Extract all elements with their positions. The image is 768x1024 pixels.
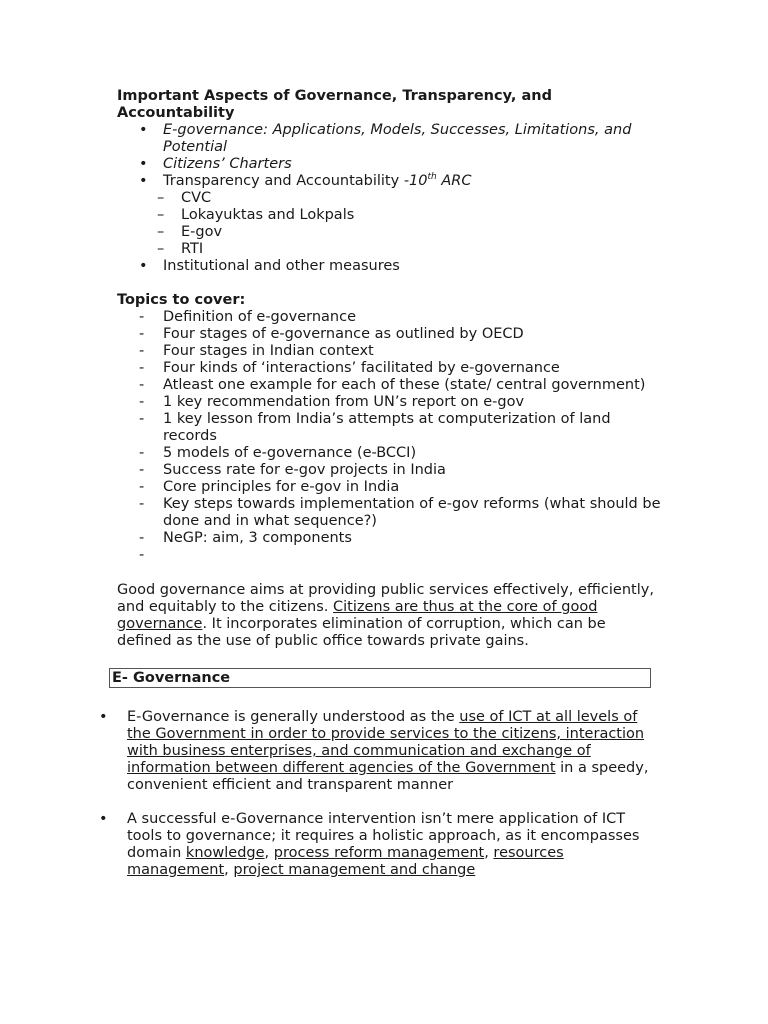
governance-paragraph: [117, 582, 662, 650]
hyphen-marker: -: [139, 326, 145, 342]
topic-text: [163, 547, 662, 564]
topic-text: Key steps towards implementation of e-gov reforms (what should be done and in what sequence?): [163, 496, 661, 529]
document-content: [99, 88, 662, 879]
bullet-marker: •: [139, 122, 148, 138]
topic-text: 5 models of e-governance (e-BCCI): [163, 445, 417, 461]
aspect-prefix: Transparency and Accountability: [163, 173, 404, 189]
topics-list: [117, 309, 662, 564]
egov-bullet: [99, 709, 649, 794]
section-heading-box: [109, 668, 651, 688]
bullet-text: A successful e-Governance intervention isn’t mere application of ICT tools to governance; it requires a holistic approach, as it encompasses domain: [127, 811, 640, 861]
bullet-underlined-text: project management and change: [233, 862, 476, 878]
topics-heading: Topics to cover:: [117, 292, 246, 308]
paragraph-text: . It incorporates elimination of corruption, which can be defined as the use of public office towards private gains.: [117, 616, 606, 649]
aspect-text: E-governance: Applications, Models, Successes, Limitations, and Potential: [163, 122, 632, 155]
aspect-item: [117, 156, 662, 173]
topic-item: [117, 547, 662, 564]
bullet-underlined-text: knowledge: [185, 845, 265, 861]
hyphen-marker: -: [139, 530, 145, 546]
hyphen-marker: -: [139, 377, 145, 393]
hyphen-marker: -: [139, 309, 145, 325]
aspect-item: [117, 122, 662, 156]
bullet-marker: •: [99, 811, 108, 827]
topic-item: [117, 360, 662, 377]
topic-text: Core principles for e-gov in India: [163, 479, 400, 495]
topic-item: [117, 530, 662, 547]
sub-item: [117, 241, 662, 258]
topic-text: NeGP: aim, 3 components: [163, 530, 352, 546]
bullet-marker: •: [139, 258, 148, 274]
egov-bullets: [99, 709, 649, 879]
egov-bullet-text: [127, 709, 649, 794]
hyphen-marker: -: [139, 394, 145, 410]
hyphen-marker: -: [139, 411, 145, 427]
sub-item-text: E-gov: [181, 224, 223, 240]
paragraph-underlined-text: Citizens are thus at the core of good governance: [117, 599, 598, 632]
dash-marker: –: [157, 224, 165, 240]
bullet-underlined-text: process reform management: [273, 845, 485, 861]
bullet-marker: •: [99, 709, 108, 725]
hyphen-marker: -: [139, 360, 145, 376]
sub-item-text: Lokayuktas and Lokpals: [181, 207, 355, 223]
sub-item-text: RTI: [181, 241, 204, 257]
arc-superscript: th: [427, 172, 437, 183]
sub-item-text: CVC: [181, 190, 212, 206]
hyphen-marker: -: [139, 547, 145, 563]
aspect-item: [117, 258, 662, 275]
sub-item: [117, 207, 662, 224]
bullet-marker: •: [139, 156, 148, 172]
topic-item: [117, 479, 662, 496]
topic-item: [117, 343, 662, 360]
arc-number: -10: [403, 173, 428, 189]
paragraph-text: Good governance aims at providing public services effectively, efficiently, and equitably to the citizens.: [117, 582, 654, 615]
hyphen-marker: -: [139, 479, 145, 495]
aspect-item: [117, 173, 662, 190]
topic-item: [117, 377, 662, 394]
bullet-text: in a speedy, convenient efficient and transparent manner: [127, 760, 649, 793]
topic-text: Four stages in Indian context: [163, 343, 374, 359]
hyphen-marker: -: [139, 462, 145, 478]
sub-item: [117, 224, 662, 241]
hyphen-marker: -: [139, 445, 145, 461]
topic-item: [117, 411, 662, 445]
bullet-underlined-text: resources management: [127, 845, 564, 878]
aspect-text: Citizens’ Charters: [163, 156, 292, 172]
bullet-text: ,: [484, 845, 494, 861]
egov-bullet-text: [127, 811, 649, 879]
bullet-text: ,: [264, 845, 274, 861]
topic-text: Atleast one example for each of these (state/ central government): [163, 377, 646, 393]
egov-bullet: [99, 811, 649, 879]
topic-text: Definition of e-governance: [163, 309, 357, 325]
bullet-text: ,: [224, 862, 234, 878]
topic-text: Four stages of e-governance as outlined by OECD: [163, 326, 524, 342]
topic-item: [117, 309, 662, 326]
section-title: E- Governance: [112, 670, 231, 686]
topic-item: [117, 462, 662, 479]
dash-marker: –: [157, 190, 165, 206]
topic-text: Four kinds of ‘interactions’ facilitated by e-governance: [163, 360, 560, 376]
aspect-text: [163, 173, 662, 190]
hyphen-marker: -: [139, 343, 145, 359]
topic-item: [117, 496, 662, 530]
topic-text: Success rate for e-gov projects in India: [163, 462, 446, 478]
topic-item: [117, 394, 662, 411]
bullet-text: E-Governance is generally understood as the: [127, 709, 460, 725]
topic-item: [117, 326, 662, 343]
page-heading: Important Aspects of Governance, Transparency, and Accountability: [117, 88, 552, 121]
bullet-marker: •: [139, 173, 148, 189]
arc-suffix: ARC: [436, 173, 472, 189]
topic-text: 1 key lesson from India’s attempts at computerization of land records: [163, 411, 611, 444]
hyphen-marker: -: [139, 496, 145, 512]
dash-marker: –: [157, 241, 165, 257]
topic-item: [117, 445, 662, 462]
dash-marker: –: [157, 207, 165, 223]
aspect-text: Institutional and other measures: [163, 258, 400, 274]
topic-text: 1 key recommendation from UN’s report on e-gov: [163, 394, 525, 410]
bullet-underlined-text: use of ICT at all levels of the Government in order to provide services to the citizens, interaction with business enterprises, and communication and exchange of information between different agencies of the Government: [127, 709, 645, 776]
sub-item: [117, 190, 662, 207]
